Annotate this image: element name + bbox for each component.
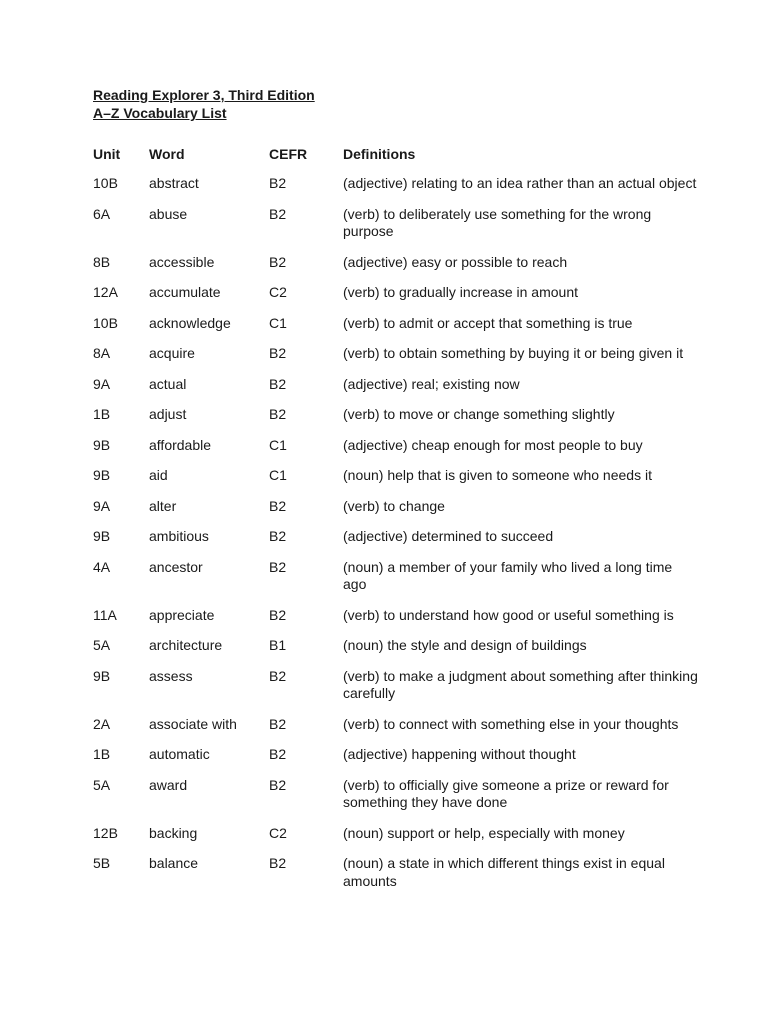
cefr-cell: B2 (269, 558, 287, 575)
unit-cell: 5A (93, 776, 111, 793)
word-cell: aid (149, 467, 168, 483)
table-row (93, 376, 703, 407)
word-cell: architecture (149, 637, 223, 653)
table-header-row (93, 145, 703, 175)
unit-cell: 4A (93, 558, 111, 575)
word-cell: affordable (149, 436, 212, 453)
table-row (93, 559, 703, 607)
cefr-cell: B2 (269, 667, 287, 684)
word-cell: adjust (149, 406, 187, 422)
word-cell: associate with (149, 715, 237, 732)
unit-cell: 5B (93, 855, 111, 871)
table-row (93, 467, 703, 498)
definition-cell: (verb) to make a judgment about something after thinking carefully (343, 667, 698, 701)
definition-cell: (noun) help that is given to someone who needs it (343, 467, 652, 483)
cefr-cell: B2 (269, 497, 287, 514)
unit-cell: 1B (93, 746, 111, 762)
header-word: Word (149, 146, 185, 162)
cefr-cell: B2 (269, 406, 287, 422)
unit-cell: 9B (93, 467, 111, 483)
cefr-cell: B2 (269, 345, 287, 361)
header-cefr: CEFR (269, 146, 308, 162)
word-cell: abuse (149, 205, 188, 222)
word-cell: backing (149, 824, 198, 841)
definition-cell: (verb) to connect with something else in your thoughts (343, 715, 679, 732)
cefr-cell: C2 (269, 284, 287, 300)
cefr-cell: B2 (269, 746, 287, 762)
word-cell: assess (149, 667, 193, 684)
unit-cell: 9B (93, 528, 111, 544)
unit-cell: 1B (93, 406, 111, 422)
cefr-cell: B2 (269, 528, 287, 544)
cefr-cell: C1 (269, 436, 287, 453)
table-body (93, 175, 703, 903)
cefr-cell: B2 (269, 855, 287, 871)
cefr-cell: C1 (269, 467, 287, 483)
definition-cell: (verb) to gradually increase in amount (343, 284, 579, 300)
unit-cell: 2A (93, 715, 111, 732)
unit-cell: 12A (93, 284, 118, 300)
word-cell: acquire (149, 345, 195, 361)
definition-cell: (verb) to change (343, 497, 445, 514)
unit-cell: 9A (93, 375, 111, 392)
definition-cell: (adjective) cheap enough for most people to buy (343, 436, 643, 453)
cefr-cell: B2 (269, 205, 287, 222)
word-cell: automatic (149, 746, 210, 762)
table-row (93, 284, 703, 315)
table-row (93, 607, 703, 638)
definition-cell: (noun) a state in which different things exist in equal amounts (343, 855, 665, 889)
definition-cell: (adjective) relating to an idea rather than an actual object (343, 175, 697, 191)
unit-cell: 8A (93, 345, 111, 361)
definition-cell: (verb) to obtain something by buying it or being given it (343, 345, 684, 361)
definition-cell: (adjective) real; existing now (343, 375, 520, 392)
definition-cell: (noun) support or help, especially with money (343, 824, 625, 841)
definition-cell: (noun) the style and design of buildings (343, 637, 587, 653)
definition-cell: (verb) to understand how good or useful something is (343, 606, 674, 623)
vocabulary-table (93, 145, 703, 903)
word-cell: award (149, 776, 188, 793)
word-cell: actual (149, 375, 187, 392)
table-row (93, 855, 703, 903)
unit-cell: 11A (93, 606, 117, 623)
definition-cell: (adjective) happening without thought (343, 746, 576, 762)
document-title: Reading Explorer 3, Third Edition (93, 87, 315, 103)
header-unit: Unit (93, 146, 121, 162)
table-row (93, 315, 703, 346)
word-cell: alter (149, 497, 177, 514)
table-row (93, 437, 703, 468)
table-row (93, 498, 703, 529)
table-row (93, 345, 703, 376)
table-row (93, 175, 703, 206)
unit-cell: 9A (93, 497, 111, 514)
table-row (93, 206, 703, 254)
cefr-cell: C1 (269, 314, 287, 331)
unit-cell: 9B (93, 436, 111, 453)
word-cell: balance (149, 855, 199, 871)
definition-cell: (verb) to admit or accept that something is true (343, 314, 633, 331)
definition-cell: (adjective) easy or possible to reach (343, 253, 568, 270)
table-row (93, 746, 703, 777)
header-definitions: Definitions (343, 146, 416, 162)
word-cell: appreciate (149, 606, 215, 623)
unit-cell: 10B (93, 314, 118, 331)
word-cell: abstract (149, 175, 199, 191)
cefr-cell: B2 (269, 253, 287, 270)
table-row (93, 254, 703, 285)
unit-cell: 10B (93, 175, 118, 191)
word-cell: accessible (149, 253, 215, 270)
document-subtitle: A–Z Vocabulary List (93, 105, 227, 121)
table-row (93, 406, 703, 437)
unit-cell: 9B (93, 667, 111, 684)
table-row (93, 668, 703, 716)
cefr-cell: B1 (269, 637, 287, 653)
cefr-cell: C2 (269, 824, 287, 841)
cefr-cell: B2 (269, 375, 287, 392)
cefr-cell: B2 (269, 776, 287, 793)
unit-cell: 6A (93, 205, 111, 222)
word-cell: acknowledge (149, 314, 231, 331)
document-page (93, 86, 703, 903)
definition-cell: (verb) to move or change something slightly (343, 406, 615, 422)
unit-cell: 8B (93, 253, 111, 270)
unit-cell: 12B (93, 824, 118, 841)
word-cell: ambitious (149, 528, 209, 544)
table-row (93, 716, 703, 747)
cefr-cell: B2 (269, 175, 287, 191)
cefr-cell: B2 (269, 715, 287, 732)
definition-cell: (verb) to deliberately use something for the wrong purpose (343, 205, 652, 239)
word-cell: ancestor (149, 558, 203, 575)
word-cell: accumulate (149, 284, 221, 300)
definition-cell: (verb) to officially give someone a prize or reward for something they have done (343, 776, 669, 810)
unit-cell: 5A (93, 637, 111, 653)
cefr-cell: B2 (269, 606, 287, 623)
table-row (93, 528, 703, 559)
definition-cell: (noun) a member of your family who lived a long time ago (343, 558, 673, 592)
table-row (93, 825, 703, 856)
table-row (93, 777, 703, 825)
definition-cell: (adjective) determined to succeed (343, 528, 554, 544)
table-row (93, 637, 703, 668)
